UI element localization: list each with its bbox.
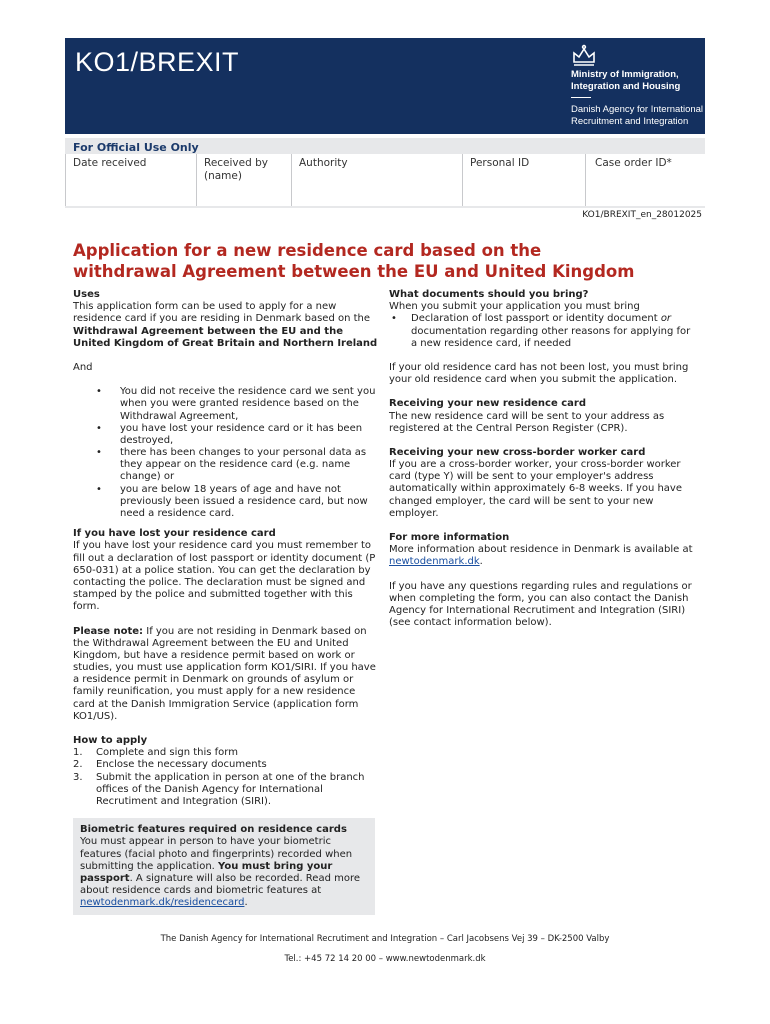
documents-item-part: Declaration of lost passport or identity document [411,313,661,325]
please-note-text [73,626,378,724]
footer-address: The Danish Agency for International Recrutiment and Integration – Carl Jacobsens Vej 39 – DK-2500 Valby [160,934,610,944]
title-line: withdrawal Agreement between the EU and United Kingdom [73,262,635,281]
biometric-text [80,836,368,909]
uses-text [73,301,378,350]
page-title [73,240,713,282]
ministry-name [571,69,680,93]
biometric-text-part: . A signature will also be recorded. Read more about residence cards and biometric features at [80,872,361,897]
official-use-box [65,138,705,208]
step-text: Enclose the necessary documents [96,759,267,771]
more-info-end: . [479,556,483,568]
biometric-text-end: . [244,897,248,909]
lost-card-text: If you have lost your residence card you must remember to fill out a declaration of lost passport or identity document (P 650-031) at a police station. You can get the declaration by contacting the police. The declaration must be signed and stamped by the police and submitted together with this form. [73,540,376,613]
uses-heading: Uses [73,289,100,300]
cross-border-heading: Receiving your new cross-border worker card [389,446,646,458]
list-item: • you have lost your residence card or it has been destroyed, [73,423,378,447]
please-note-label: Please note: [73,625,144,637]
more-info-part: More information about residence in Denmark is available at [389,544,693,556]
step-number: 2. [73,759,83,771]
biometric-text-part: You must appear in person to have your biometric features (facial photo and fingerprints) recorded when submitting the application. [80,836,353,872]
lost-card-heading: If you have lost your residence card [73,528,276,540]
list-item: • You did not receive the residence card we sent you when you were granted residence based on the Withdrawal Agreement, [73,386,378,423]
list-item [73,759,378,771]
questions-text: If you have any questions regarding rules and regulations or when completing the form, you can also contact the Danish Agency for International Recrutiment and Integration (SIRI) (see contact information below). [389,580,692,629]
ministry-line: Integration and Housing [571,81,681,92]
step-text: Submit the application in person at one of the branch offices of the Danish Agency for International Recrutiment and Integration (SIRI). [96,771,365,807]
agency-line: Recruitment and Integration [571,116,689,127]
conditions-list [73,386,378,520]
list-item [389,313,699,350]
please-note-body: If you are not residing in Denmark based on the Withdrawal Agreement between the EU and United Kingdom, but have a residence permit based on work or studies, you must use application form KO1/SIRI. If you have a residence permit in Denmark on grounds of asylum or family reunification, you must apply for a new residence card at the Danish Immigration Service (application form KO1/US). [73,625,376,722]
field-personal-id[interactable]: Personal ID [463,154,586,206]
step-text: Complete and sign this form [96,747,238,759]
form-code: KO1/BREXIT [75,47,240,77]
list-item: • there has been changes to your personal data as they appear on the residence card (e.g. name change) or [73,447,378,484]
receiving-text: The new residence card will be sent to your address as registered at the Central Person Register (CPR). [389,410,665,434]
how-to-apply-steps [73,747,378,808]
list-item [73,772,378,809]
uses-text-part: This application form can be used to apply for a new residence card if you are residing in Denmark based on the [73,301,371,325]
cross-border-text: If you are a cross-border worker, your cross-border worker card (type Y) will be sent to your employer's address automatically within approximately 6-8 weeks. If you have changed employer, the card will be sent to your new employer. [389,459,682,519]
official-use-title: For Official Use Only [73,141,199,154]
newtodenmark-link[interactable]: newtodenmark.dk [389,556,480,568]
more-info-text [389,544,699,568]
list-item: • you are below 18 years of age and have not previously been issued a residence card, but now need a residence card. [73,484,378,521]
step-number: 3. [73,771,83,783]
how-to-apply-heading: How to apply [73,735,148,746]
agency-line: Danish Agency for International [571,104,704,115]
field-received-by[interactable]: Received by (name) [197,154,292,206]
documents-heading: What documents should you bring? [389,289,589,300]
receiving-heading: Receiving your new residence card [389,398,586,410]
and-text: And [73,361,93,373]
crown-icon [570,44,598,70]
header-banner [65,38,705,134]
biometric-heading: Biometric features required on residence cards [80,824,347,836]
left-column [73,289,378,915]
old-card-text: If your old residence card has not been lost, you must bring your old residence card when you submit the application. [389,361,689,386]
right-column [389,289,699,629]
ministry-line: Ministry of Immigration, [571,69,679,80]
uses-text-bold: Withdrawal Agreement between the EU and the United Kingdom of Great Britain and Northern Ireland [73,325,378,349]
field-authority[interactable]: Authority [292,154,463,206]
official-use-fields [65,154,705,206]
documents-list [389,313,699,350]
list-item [73,747,378,759]
field-case-order-id[interactable]: Case order ID* [595,157,672,169]
biometric-info-box [73,818,375,915]
documents-text: When you submit your application you must bring [389,301,640,313]
biometric-text-bold: You must bring your passport [80,860,333,884]
documents-item-or: or [660,313,672,325]
documents-item-part: documentation regarding other reasons for applying for a new residence card, if needed [411,325,691,349]
more-info-heading: For more information [389,532,510,543]
footer-contact: Tel.: +45 72 14 20 00 – www.newtodenmark.dk [284,954,486,964]
title-line: Application for a new residence card based on the [73,241,542,260]
document-reference: KO1/BREXIT_en_28012025 [582,210,702,220]
residencecard-link[interactable]: newtodenmark.dk/residencecard [80,897,245,909]
agency-name [571,104,703,128]
step-number: 1. [73,747,83,759]
field-date-received[interactable]: Date received [66,154,197,206]
divider [571,97,591,98]
